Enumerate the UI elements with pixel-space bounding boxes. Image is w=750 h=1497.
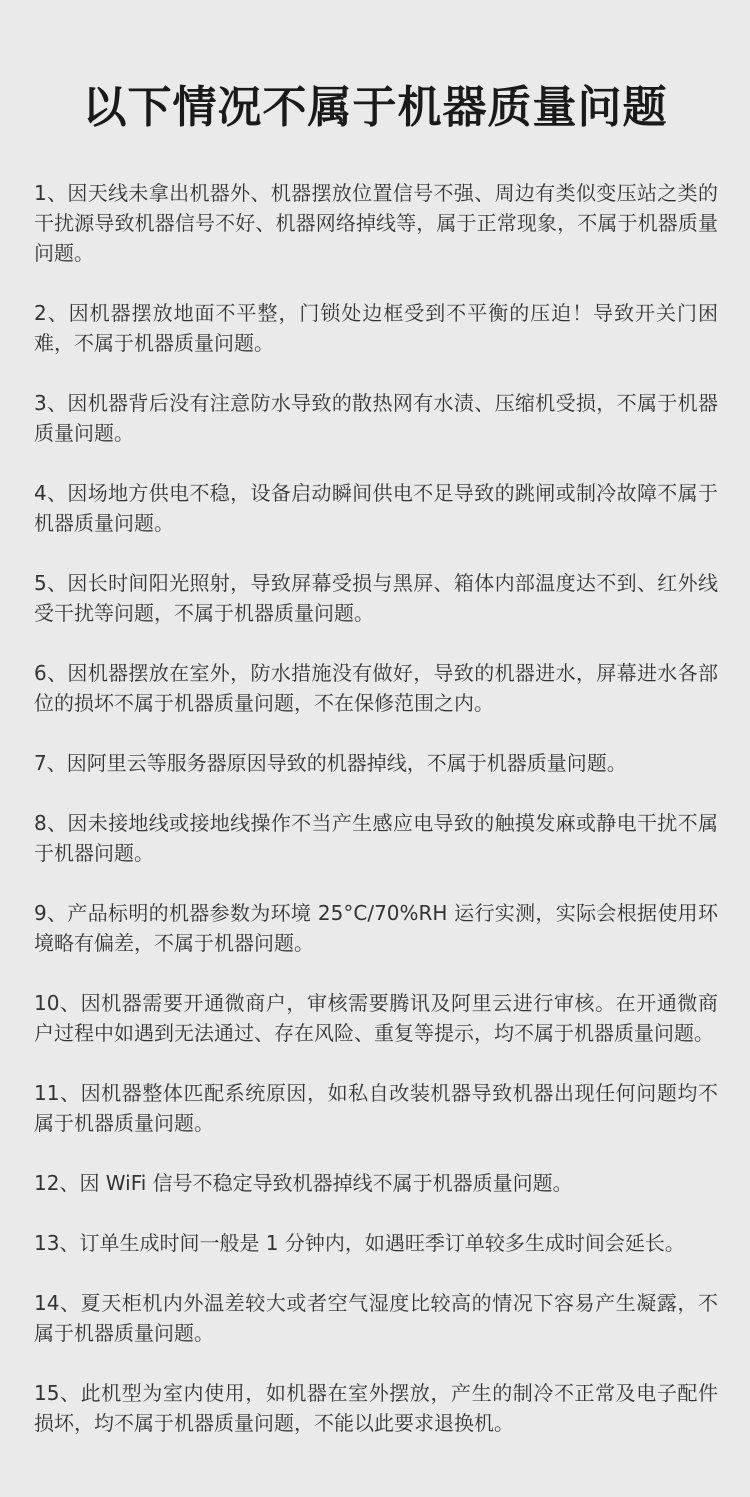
list-item: 8、因未接地线或接地线操作不当产生感应电导致的触摸发麻或静电干扰不属于机器问题。 (34, 811, 718, 865)
list-item: 9、产品标明的机器参数为环境 25°C/70%RH 运行实测，实际会根据使用环境略有偏差，不属于机器问题。 (34, 901, 718, 955)
list-item: 5、因长时间阳光照射，导致屏幕受损与黑屏、箱体内部温度达不到、红外线受干扰等问题，不属于机器质量问题。 (34, 571, 718, 625)
list-item: 15、此机型为室内使用，如机器在室外摆放，产生的制冷不正常及电子配件损坏，均不属于机器质量问题，不能以此要求退换机。 (34, 1381, 718, 1435)
exclusion-list (34, 178, 718, 1468)
list-item: 10、因机器需要开通微商户，审核需要腾讯及阿里云进行审核。在开通微商户过程中如遇到无法通过、存在风险、重复等提示，均不属于机器质量问题。 (34, 991, 718, 1045)
list-item: 4、因场地方供电不稳，设备启动瞬间供电不足导致的跳闸或制冷故障不属于机器质量问题。 (34, 481, 718, 535)
list-item: 2、因机器摆放地面不平整，门锁处边框受到不平衡的压迫！导致开关门困难，不属于机器质量问题。 (34, 301, 718, 355)
list-item: 12、因 WiFi 信号不稳定导致机器掉线不属于机器质量问题。 (34, 1171, 573, 1195)
list-item: 6、因机器摆放在室外，防水措施没有做好，导致的机器进水，屏幕进水各部位的损坏不属于机器质量问题，不在保修范围之内。 (34, 661, 718, 715)
list-item: 3、因机器背后没有注意防水导致的散热网有水渍、压缩机受损，不属于机器质量问题。 (34, 391, 718, 445)
list-item: 14、夏天柜机内外温差较大或者空气湿度比较高的情况下容易产生凝露，不属于机器质量问题。 (34, 1291, 718, 1345)
page-title: 以下情况不属于机器质量问题 (82, 82, 668, 133)
list-item: 7、因阿里云等服务器原因导致的机器掉线，不属于机器质量问题。 (34, 751, 627, 775)
list-item: 11、因机器整体匹配系统原因，如私自改装机器导致机器出现任何问题均不属于机器质量问题。 (34, 1081, 718, 1135)
list-item: 13、订单生成时间一般是 1 分钟内，如遇旺季订单较多生成时间会延长。 (34, 1231, 685, 1255)
list-item: 1、因天线未拿出机器外、机器摆放位置信号不强、周边有类似变压站之类的干扰源导致机器信号不好、机器网络掉线等，属于正常现象，不属于机器质量问题。 (34, 181, 718, 265)
